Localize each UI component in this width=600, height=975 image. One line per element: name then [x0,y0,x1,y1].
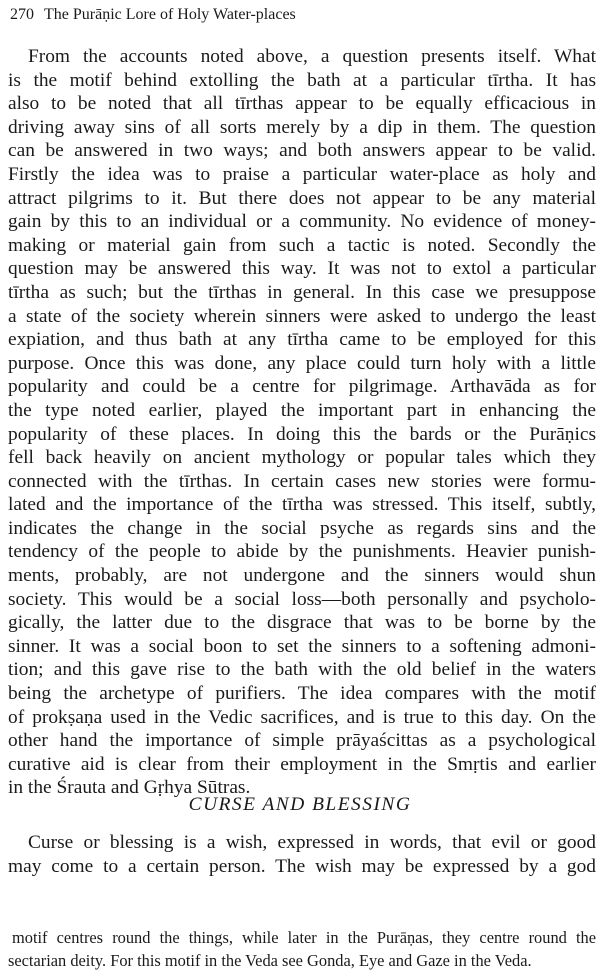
text-line: gain by this to an individual or a community. No evidence of money- [8,211,596,233]
text-line: tion; and this gave rise to the bath with the old belief in the waters [8,659,596,681]
text-line: From the accounts noted above, a question presents itself. What [28,46,596,67]
text-line: attract pilgrims to it. But there does not appear to be any material [8,187,596,209]
text-line: is the motif behind extolling the bath at a particular tīrtha. It has [8,69,596,91]
page-number: 270 [10,6,34,23]
text-line: being the archetype of purifiers. The idea compares with the motif [8,683,596,705]
text-line: popularity and could be a centre for pilgrimage. Arthavāda as for [8,376,596,398]
text-line: can be answered in two ways; and both answers appear to be valid. [8,140,596,162]
text-line: driving away sins of all sorts merely by a dip in them. The question [8,116,596,138]
text-line: of prokṣaṇa used in the Vedic sacrifices, and is true to this day. On the [8,706,596,728]
footnote-line: motif centres round the things, while later in the Purāṇas, they centre round the [12,928,596,947]
text-line: indicates the change in the social psyche as regards sins and the [8,517,596,539]
text-line: a state of the society wherein sinners were asked to undergo the least [8,305,596,327]
text-line: connected with the tīrthas. In certain cases new stories were formu- [8,470,596,492]
section-heading: CURSE AND BLESSING [188,794,412,815]
text-line: ments, probably, are not undergone and the sinners would shun [8,565,596,587]
text-line: making or material gain from such a tactic is noted. Secondly the [8,234,596,256]
text-line: society. This would be a social loss—both personally and psycholo- [8,588,596,610]
text-line: fell back heavily on ancient mythology or popular tales which they [8,447,596,469]
text-line: expiation, and thus bath at any tīrtha came to be employed for this [8,329,596,351]
text-line: curative aid is clear from their employment in the Smṛtis and earlier [8,753,596,775]
text-line: tendency of the people to abide by the punishments. Heavier punish- [8,541,596,563]
text-line: purpose. Once this was done, any place could turn holy with a little [8,352,596,374]
footnote-line: sectarian deity. For this motif in the Veda see Gonda, Eye and Gaze in the Veda. [8,951,532,970]
main-paragraph [8,45,596,800]
text-line: Firstly the idea was to praise a particular water-place as holy and [8,163,596,185]
second-paragraph [8,831,596,878]
running-title: The Purāṇic Lore of Holy Water-places [44,6,296,23]
text-line: in the Śrauta and Gṛhya Sūtras. [8,777,251,799]
text-line: other hand the importance of simple prāyaścittas as a psychological [8,730,596,752]
text-line: question may be answered this way. It was not to extol a particular [8,258,596,280]
text-line: gically, the latter due to the disgrace that was to be borne by the [8,612,596,634]
footnote [8,926,596,972]
text-line: also to be noted that all tīrthas appear to be equally efficacious in [8,93,596,115]
text-line: the type noted earlier, played the important part in enhancing the [8,399,596,421]
text-line: tīrtha as such; but the tīrthas in general. In this case we presuppose [8,281,596,303]
text-line: popularity of these places. In doing this the bards or the Purāṇics [8,423,596,445]
running-header [10,4,590,26]
text-line: may come to a certain person. The wish may be expressed by a god [8,855,596,877]
text-line: lated and the importance of the tīrtha was stressed. This itself, subtly, [8,494,596,516]
text-line: sinner. It was a social boon to set the sinners to a softening admoni- [8,635,596,657]
text-line: Curse or blessing is a wish, expressed in words, that evil or good [28,832,596,853]
